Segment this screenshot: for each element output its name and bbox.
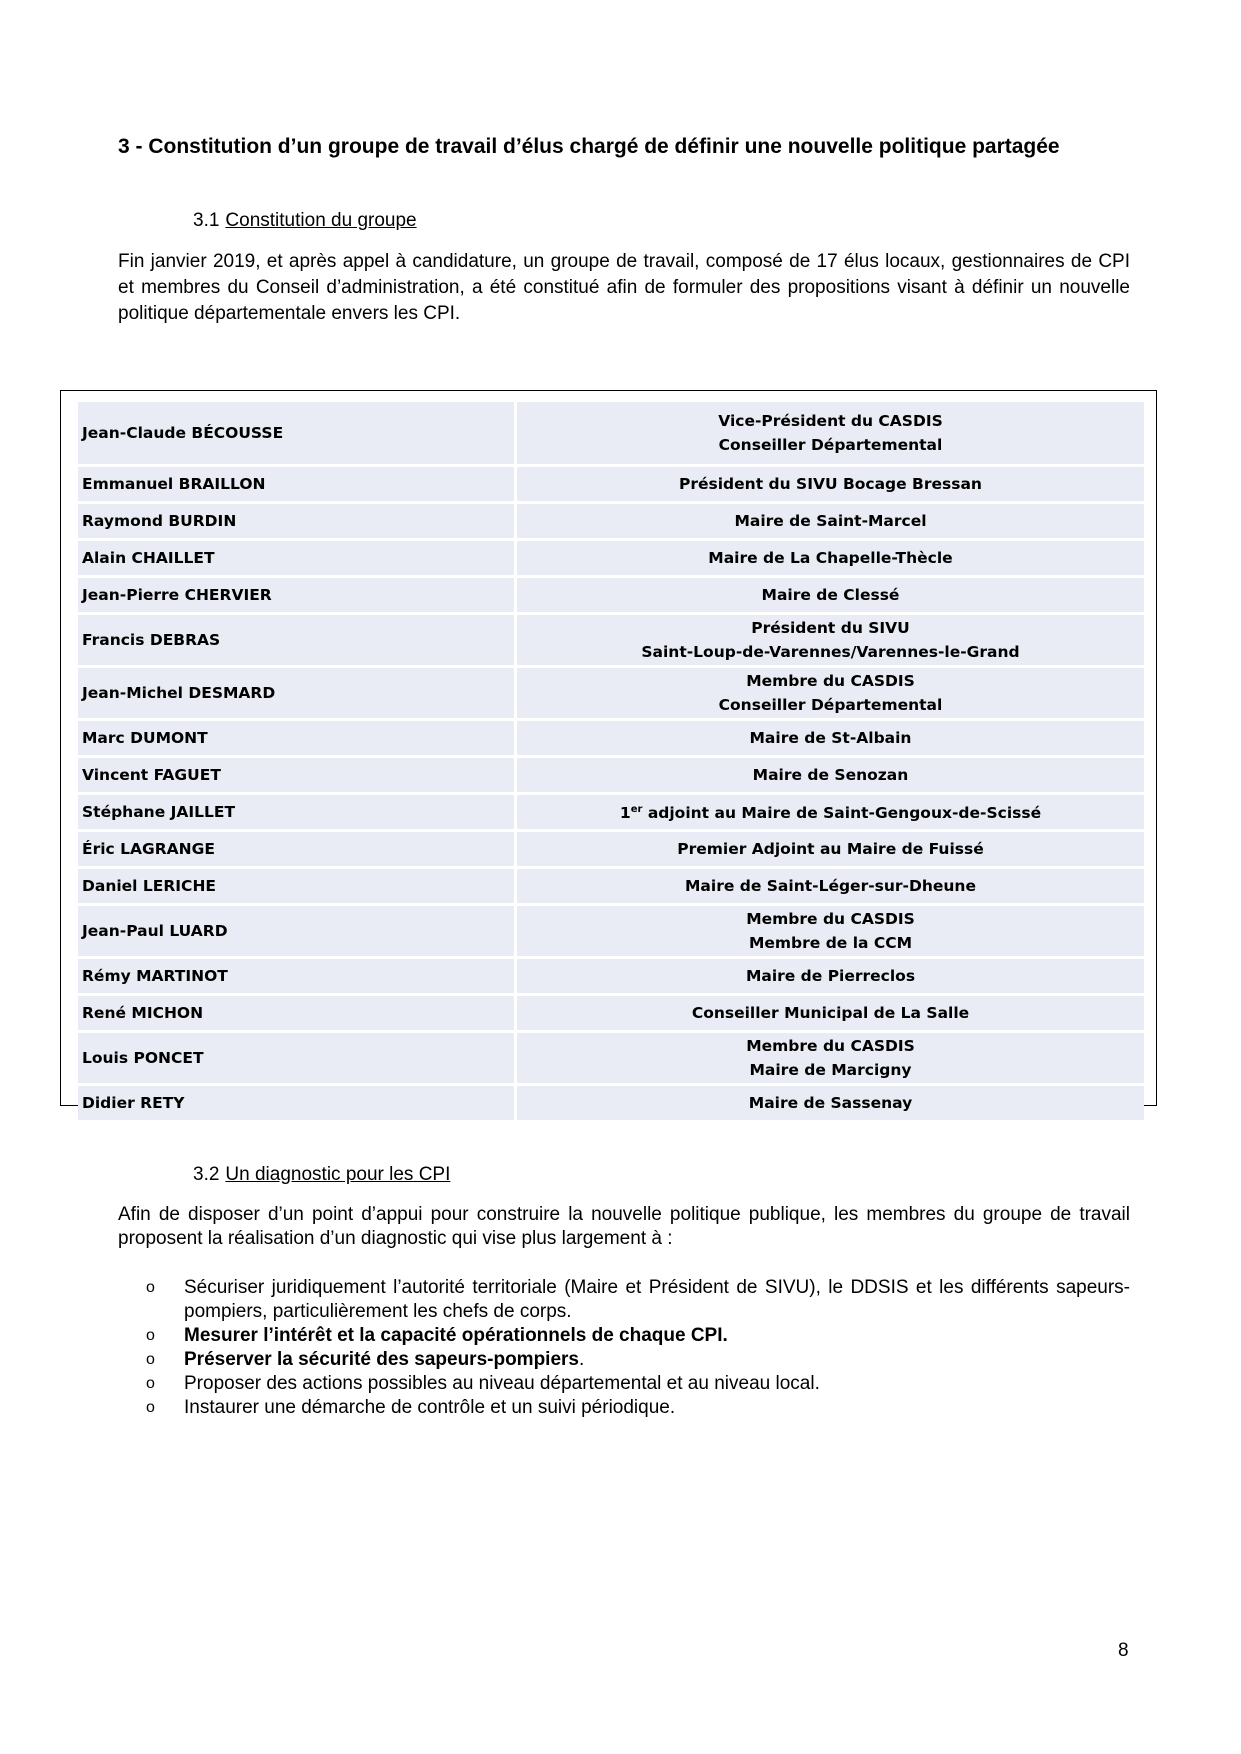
subsection-heading-3-1 <box>193 209 417 233</box>
table-row <box>78 869 1144 903</box>
table-row <box>78 615 1144 665</box>
member-name: Jean-Michel DESMARD <box>78 668 517 718</box>
table-row <box>78 1033 1144 1083</box>
table-row <box>78 996 1144 1030</box>
member-role: Conseiller Municipal de La Salle <box>517 996 1144 1030</box>
member-role: Président du SIVU Saint-Loup-de-Varennes/Varennes-le-Grand <box>517 615 1144 665</box>
member-role: Président du SIVU Bocage Bressan <box>517 467 1144 501</box>
list-item: o Mesurer l’intérêt et la capacité opérationnels de chaque CPI. <box>146 1325 728 1346</box>
member-role: Maire de St-Albain <box>517 721 1144 755</box>
member-name: Alain CHAILLET <box>78 541 517 575</box>
diagnostic-paragraph: Afin de disposer d’un point d’appui pour construire la nouvelle politique publique, les membres du groupe de travail proposent la réalisation d’un diagnostic qui vise plus largement à : <box>118 1204 1130 1249</box>
member-name: Vincent FAGUET <box>78 758 517 792</box>
table-row <box>78 1086 1144 1120</box>
member-role: Vice-Président du CASDIS Conseiller Départemental <box>517 402 1144 464</box>
table-row <box>78 758 1144 792</box>
list-item: o Instaurer une démarche de contrôle et un suivi périodique. <box>146 1397 676 1418</box>
member-name: Francis DEBRAS <box>78 615 517 665</box>
member-role: Maire de Sassenay <box>517 1086 1144 1120</box>
bullet-marker: o <box>146 1279 155 1296</box>
table-row <box>78 504 1144 538</box>
member-role: Membre du CASDIS Maire de Marcigny <box>517 1033 1144 1083</box>
table-row <box>78 906 1144 956</box>
table-row <box>78 467 1144 501</box>
list-item: o Sécuriser juridiquement l’autorité territoriale (Maire et Président de SIVU), le DDSIS et les différents sapeurs-pompiers, particulièrement les chefs de corps. <box>146 1277 1130 1322</box>
table-row <box>78 832 1144 866</box>
subsection-title: Un diagnostic pour les CPI <box>225 1164 451 1185</box>
subsection-number: 3.1 <box>193 210 220 231</box>
section-heading: 3 - Constitution d’un groupe de travail d’élus chargé de définir une nouvelle politique partagée <box>118 135 1060 158</box>
members-table-frame <box>60 390 1157 1112</box>
member-role: Maire de Saint-Marcel <box>517 504 1144 538</box>
table-row <box>78 795 1144 829</box>
table-row <box>78 959 1144 993</box>
member-name: René MICHON <box>78 996 517 1030</box>
subsection-heading-3-2 <box>193 1163 450 1187</box>
bullet-marker: o <box>146 1351 155 1368</box>
member-role: Membre du CASDIS Membre de la CCM <box>517 906 1144 956</box>
subsection-title: Constitution du groupe <box>225 210 417 231</box>
table-row <box>78 721 1144 755</box>
member-role: Premier Adjoint au Maire de Fuissé <box>517 832 1144 866</box>
table-row <box>78 668 1144 718</box>
member-role: Maire de Pierreclos <box>517 959 1144 993</box>
diagnostic-list <box>118 1276 1130 1420</box>
table-row <box>78 578 1144 612</box>
member-name: Éric LAGRANGE <box>78 832 517 866</box>
member-name: Stéphane JAILLET <box>78 795 517 829</box>
member-name: Daniel LERICHE <box>78 869 517 903</box>
member-name: Didier RETY <box>78 1086 517 1120</box>
member-role: 1er adjoint au Maire de Saint-Gengoux-de-Scissé <box>517 795 1144 829</box>
bullet-marker: o <box>146 1399 155 1416</box>
member-name: Emmanuel BRAILLON <box>78 467 517 501</box>
member-role: Membre du CASDIS Conseiller Départemental <box>517 668 1144 718</box>
table-row <box>78 541 1144 575</box>
member-name: Raymond BURDIN <box>78 504 517 538</box>
page-number: 8 <box>1118 1640 1129 1661</box>
member-name: Jean-Pierre CHERVIER <box>78 578 517 612</box>
member-role: Maire de La Chapelle-Thècle <box>517 541 1144 575</box>
member-name: Rémy MARTINOT <box>78 959 517 993</box>
intro-paragraph: Fin janvier 2019, et après appel à candidature, un groupe de travail, composé de 17 élus locaux, gestionnaires de CPI et membres du Conseil d’administration, a été constitué afin de formuler des propositions visant à définir un nouvelle politique départementale envers les CPI. <box>118 251 1130 324</box>
member-name: Marc DUMONT <box>78 721 517 755</box>
list-item: o Préserver la sécurité des sapeurs-pompiers. <box>146 1349 585 1370</box>
bullet-marker: o <box>146 1375 155 1392</box>
member-role: Maire de Senozan <box>517 758 1144 792</box>
member-role: Maire de Clessé <box>517 578 1144 612</box>
bullet-marker: o <box>146 1327 155 1344</box>
member-name: Jean-Claude BÉCOUSSE <box>78 402 517 464</box>
list-item: o Proposer des actions possibles au niveau départemental et au niveau local. <box>146 1373 820 1394</box>
subsection-number: 3.2 <box>193 1164 220 1185</box>
member-name: Jean-Paul LUARD <box>78 906 517 956</box>
table-row <box>78 402 1144 464</box>
members-table <box>78 399 1144 1123</box>
member-name: Louis PONCET <box>78 1033 517 1083</box>
member-role: Maire de Saint-Léger-sur-Dheune <box>517 869 1144 903</box>
